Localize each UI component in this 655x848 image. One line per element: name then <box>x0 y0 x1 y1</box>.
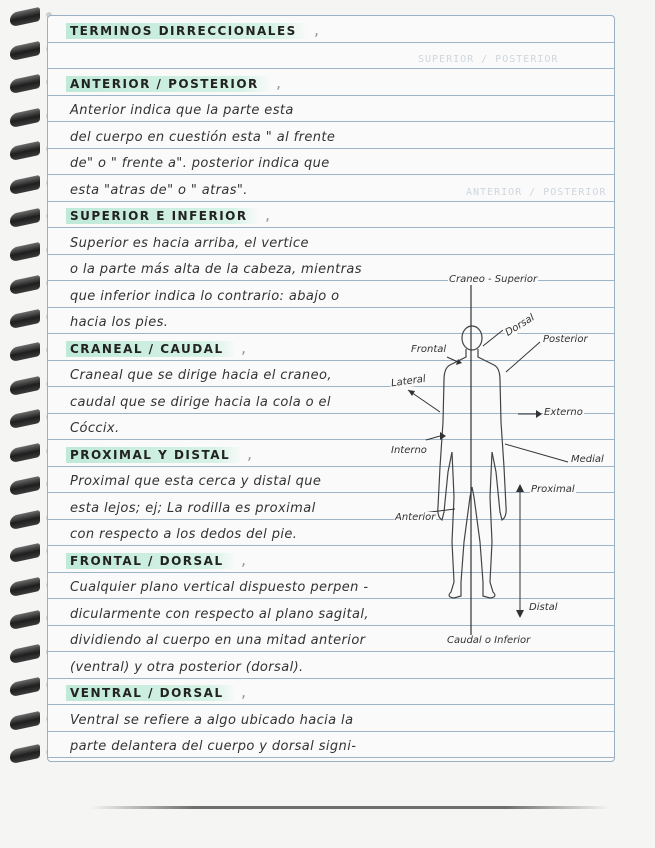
note-text: dicularmente con respecto al plano sagital, <box>70 606 369 622</box>
note-text: con respecto a los dedos del pie. <box>70 527 298 542</box>
spiral-ring <box>10 610 40 630</box>
spiral-ring <box>10 409 40 429</box>
note-text: que inferior indica lo contrario: abajo o <box>70 288 340 304</box>
spiral-ring <box>10 308 40 328</box>
spiral-ring <box>10 174 40 194</box>
heading-tick-mark: , <box>241 682 247 701</box>
note-text: Craneal que se dirige hacia el craneo, <box>70 368 332 383</box>
spiral-ring <box>10 241 40 261</box>
note-text: de" o " frente a". posterior indica que <box>70 156 330 171</box>
heading-tick-mark: , <box>314 19 320 39</box>
section-heading-line <box>48 679 614 706</box>
label-craneo-superior: Craneo - Superior <box>449 274 538 285</box>
note-text: Cualquier plano vertical dispuesto perpen - <box>70 580 369 595</box>
spiral-ring <box>10 275 40 295</box>
note-text: parte delantera del cuerpo y dorsal signi- <box>70 739 357 754</box>
label-caudal-inferior: Caudal o Inferior <box>447 635 531 646</box>
note-line <box>48 228 614 255</box>
section-heading-line <box>48 202 614 229</box>
label-lateral: Lateral <box>390 373 427 390</box>
note-text: dividiendo al cuerpo en una mitad anterior <box>70 633 366 648</box>
note-line <box>48 149 614 176</box>
note-text: Superior es hacia arriba, el vertice <box>70 235 309 251</box>
note-line <box>48 122 614 149</box>
bleed-through-text: ANTERIOR / POSTERIOR <box>466 187 607 198</box>
label-proximal: Proximal <box>531 484 575 495</box>
label-frontal: Frontal <box>411 344 447 355</box>
note-text: del cuerpo en cuestión esta " al frente <box>70 129 336 145</box>
spiral-ring <box>10 375 40 395</box>
note-text: o la parte más alta de la cabeza, mientras <box>70 262 362 277</box>
section-heading: FRONTAL / DORSAL <box>66 553 236 569</box>
spiral-ring <box>10 576 40 596</box>
spiral-binding <box>6 10 46 800</box>
note-line <box>48 175 614 202</box>
note-text: Anterior indica que la parte esta <box>70 103 294 118</box>
heading-tick-mark: , <box>247 443 253 463</box>
label-distal: Distal <box>529 602 558 613</box>
section-heading-line <box>48 69 614 96</box>
spiral-ring <box>10 342 40 362</box>
spiral-ring <box>10 476 40 496</box>
section-heading: PROXIMAL Y DISTAL <box>66 447 242 463</box>
section-heading: ANTERIOR / POSTERIOR <box>66 76 271 92</box>
note-text: Cóccix. <box>70 421 120 436</box>
bleed-through-text: SUPERIOR / POSTERIOR <box>418 54 559 65</box>
heading-tick-mark: , <box>265 205 271 224</box>
label-dorsal: Dorsal <box>503 312 537 339</box>
label-posterior: Posterior <box>543 334 588 345</box>
section-heading: CRANEAL / CAUDAL <box>66 341 236 357</box>
note-text: esta "atras de" o " atras". <box>70 182 248 198</box>
spiral-ring <box>10 74 40 94</box>
spiral-ring <box>10 509 40 529</box>
note-text: hacia los pies. <box>70 315 169 330</box>
spiral-ring <box>10 141 40 161</box>
page-edge-shadow <box>90 806 610 809</box>
heading-tick-mark: , <box>241 337 247 357</box>
note-text: (ventral) y otra posterior (dorsal). <box>70 659 304 675</box>
note-line <box>48 732 614 759</box>
spiral-ring <box>10 40 40 60</box>
spiral-ring <box>10 643 40 663</box>
spiral-ring <box>10 744 40 764</box>
section-heading: TERMINOS DIRRECCIONALES <box>66 23 309 39</box>
spiral-ring <box>10 208 40 228</box>
note-text: Proximal que esta cerca y distal que <box>70 474 322 489</box>
spiral-ring <box>10 543 40 563</box>
spiral-ring <box>10 677 40 697</box>
spiral-ring <box>10 442 40 462</box>
heading-tick-mark: , <box>241 549 247 569</box>
note-line <box>48 96 614 123</box>
spiral-ring <box>10 7 40 27</box>
section-heading: SUPERIOR E INFERIOR <box>66 208 260 224</box>
section-heading-line <box>48 16 614 43</box>
note-text: caudal que se dirige hacia la cola o el <box>70 394 331 410</box>
note-text: Ventral se refiere a algo ubicado hacia la <box>70 712 354 728</box>
note-line <box>48 705 614 732</box>
note-text: esta lejos; ej; La rodilla es proximal <box>70 500 316 516</box>
anatomical-figure <box>360 262 630 662</box>
label-externo: Externo <box>544 407 583 418</box>
note-line <box>48 43 614 70</box>
label-interno: Interno <box>391 445 427 456</box>
spiral-ring <box>10 107 40 127</box>
spiral-ring <box>10 710 40 730</box>
label-medial: Medial <box>571 454 604 465</box>
section-heading: VENTRAL / DORSAL <box>66 685 236 701</box>
label-anterior: Anterior <box>395 512 436 523</box>
heading-tick-mark: , <box>276 72 282 92</box>
